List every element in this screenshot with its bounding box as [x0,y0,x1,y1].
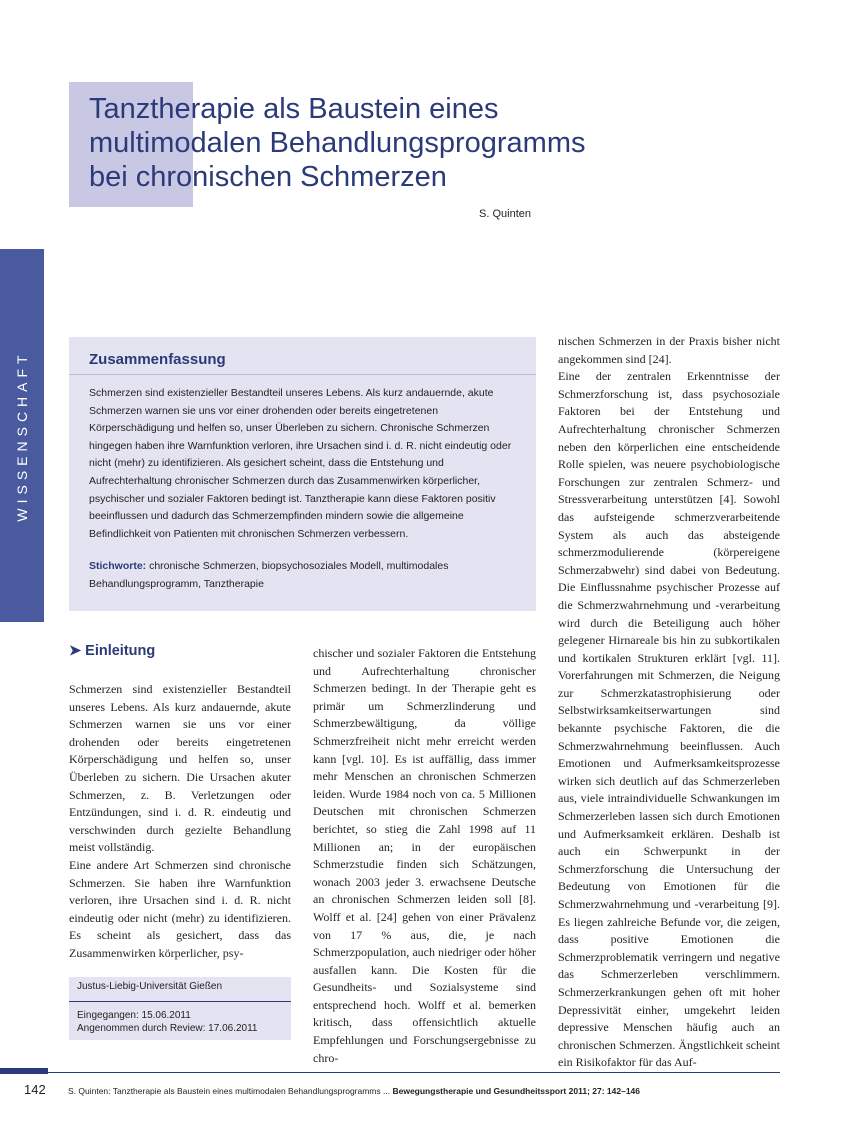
affiliation-institution: Justus-Liebig-Universität Gießen [77,981,223,992]
abstract-divider [69,374,536,375]
section-side-tab [0,249,44,622]
author: S. Quinten [479,208,531,220]
affiliation-dates [77,1009,257,1035]
affiliation-box [69,977,291,1040]
title-line-1: Tanztherapie als Baustein eines [89,93,499,125]
affiliation-divider [69,1001,291,1002]
body-column-3 [558,333,780,1072]
title-line-2: multimodalen Behandlungsprogramms [89,127,586,159]
side-tab-label: WISSENSCHAFT [14,349,30,522]
citation-text: S. Quinten: Tanztherapie als Baustein eines multimodalen Behandlungsprogramms ... [68,1086,391,1096]
paragraph: Eine der zentralen Erkenntnisse der Schmerzforschung ist, dass psychosoziale Faktoren bei der Entstehung und Aufrechterhaltung chronischer Schmerzen neben den körperlichen eine entscheidende Rolle spielen, was neuere psychobiologische Forschungen zur zentralen Schmerz- und Stressverarbeitung unterstützen [4]. Sowohl das aufsteigende schmerzverarbeitende System als auch das absteigende schmerzmodulierende (körpereigene Schmerzabwehr) sind dabei von Bedeutung. Die Einflussnahme psychischer Prozesse auf die Schmerzwahrnehmung und -verarbeitung wird durch die Beteiligung auch höher gelegener Hirnareale bis hin zu subkortikalen und kortikalen Strukturen erklärt [vgl. 11]. Vorerfahrungen mit Schmerzen, die Neigung zur Schmerzkatastrophisierung oder Selbstwirksamkeitserwartungen sind bekannte psychische Faktoren, die die Schmerzwahrnehmung beeinflussen. Auch Emotionen und Aufmerksamkeitsprozesse wirken sich deutlich auf das Schmerzerleben aus, viele intraindividuelle Schwankungen im Schmerzerleben lassen sich durch Emotionen und Aufmerksamkeit erklären. Deshalb ist auch ein Schwerpunkt in der Schmerzforschung die Untersuchung der Bedeutung von Emotionen für die Schmerzwahrnehmung und -verarbeitung [9]. Es liegen zahlreiche Befunde vor, die zeigen, dass positive Emotionen die Schmerzproblematik verringern und negative das Schmerzerleben verschlimmern. Schmerzerkrankungen gehen oft mit hoher Depressivität einher, umgekehrt leiden depressive Menschen häufig auch an chronischen Schmerzen. Ängstlichkeit scheint ein Risikofaktor für das Auf- [558,369,780,1070]
arrow-icon: ➤ [69,643,82,659]
journal-reference: Bewegungstherapie und Gesundheitssport 2011; 27: 142–146 [392,1086,640,1096]
body-column-2 [313,645,536,1067]
paragraph: nischen Schmerzen in der Praxis bisher nicht angekommen sind [24]. [558,334,780,366]
keywords-text: chronische Schmerzen, biopsychosoziales Modell, multimodales Behandlungsprogramm, Tanztherapie [89,560,449,590]
keywords-label: Stichworte: [89,560,147,572]
paragraph: Schmerzen sind existenzieller Bestandteil unseres Lebens. Als kurz andauernde, akute Schmerzen warnen sie uns vor einer drohenden oder bereits eingetretenen Körperschädigung und helfen so, unser Überleben zu sichern. Die Ursachen akuter Schmerzen, z. B. Verletzungen oder Entzündungen, sind i. d. R. eindeutig und verschwinden durch gezielte Behandlung meist vollständig. [69,682,291,855]
footer-citation [68,1086,640,1096]
article-title [89,92,689,194]
body-column-1 [69,681,291,963]
keywords [89,557,519,593]
paragraph: chischer und sozialer Faktoren die Entstehung und Aufrechterhaltung chronischer Schmerzen bedingt. In der Therapie geht es primär um Schmerzlinderung und Schmerzbewältigung, da völlige Schmerzfreiheit nicht mehr erreicht werden kann [vgl. 10]. Es ist auffällig, dass immer mehr Menschen an chronischen Schmerzen leiden. Wurde 1984 noch von ca. 5 Millionen Deutschen mit chronischen Schmerzen berichtet, so stieg die Zahl 1998 auf 11 Millionen an; in der europäischen Schmerzstudie finden sich Schätzungen, wonach 2003 jeder 3. erwachsene Deutsche an chronischen Schmerzen leiden soll [8]. Wolff et al. [24] gehen von einer Prävalenz von 17 % aus, die, je nach Schmerzpopulation, auch niedriger oder höher ausfallen kann. Die Kosten für die Gesundheits- und Sozialsysteme sind entsprechend hoch. Wolff et al. bemerken kritisch, dass offensichtlich aktuelle Empfehlungen und Forschungsergebnisse zu chro- [313,646,536,1065]
section-heading-text: Einleitung [85,643,156,659]
abstract-body: Schmerzen sind existenzieller Bestandteil unseres Lebens. Als kurz andauernde, akute Schmerzen warnen sie uns vor einer drohenden oder bereits eingetretenen Körperschädigung und helfen so, unser Überleben zu sichern. Chronische Schmerzen hingegen haben ihre Warnfunktion verloren, ihre Ursachen sind i. d. R. nicht eindeutig oder nicht (mehr) zu identifizieren. Als gesichert scheint, dass die Entstehung und Aufrechterhaltung chronischer Schmerzen durch das Zusammenwirken körperlicher, psychischer und sozialer Faktoren bedingt ist. Tanztherapie kann diese Faktoren positiv beeinflussen und dadurch das Schmerzempfinden mindern sowie die allgemeine Befindlichkeit von Patienten mit chronischen Schmerzen verbessern. [89,387,512,540]
footer-rule [48,1072,780,1073]
abstract-title: Zusammenfassung [89,351,226,368]
title-line-3: bei chronischen Schmerzen [89,161,447,193]
paragraph: Eine andere Art Schmerzen sind chronische Schmerzen. Sie haben ihre Warnfunktion verloren, ihre Ursachen sind i. d. R. nicht eindeutig oder nicht (mehr) zu identifizieren. Es scheint als gesichert, dass das Zusammenwirken körperlicher, psy- [69,857,291,960]
abstract-box [69,337,536,611]
page-number: 142 [24,1082,46,1097]
accepted-date: Angenommen durch Review: 17.06.2011 [77,1023,258,1034]
received-date: Eingegangen: 15.06.2011 [77,1010,191,1021]
footer-accent-bar [0,1068,48,1074]
section-heading [69,643,155,659]
